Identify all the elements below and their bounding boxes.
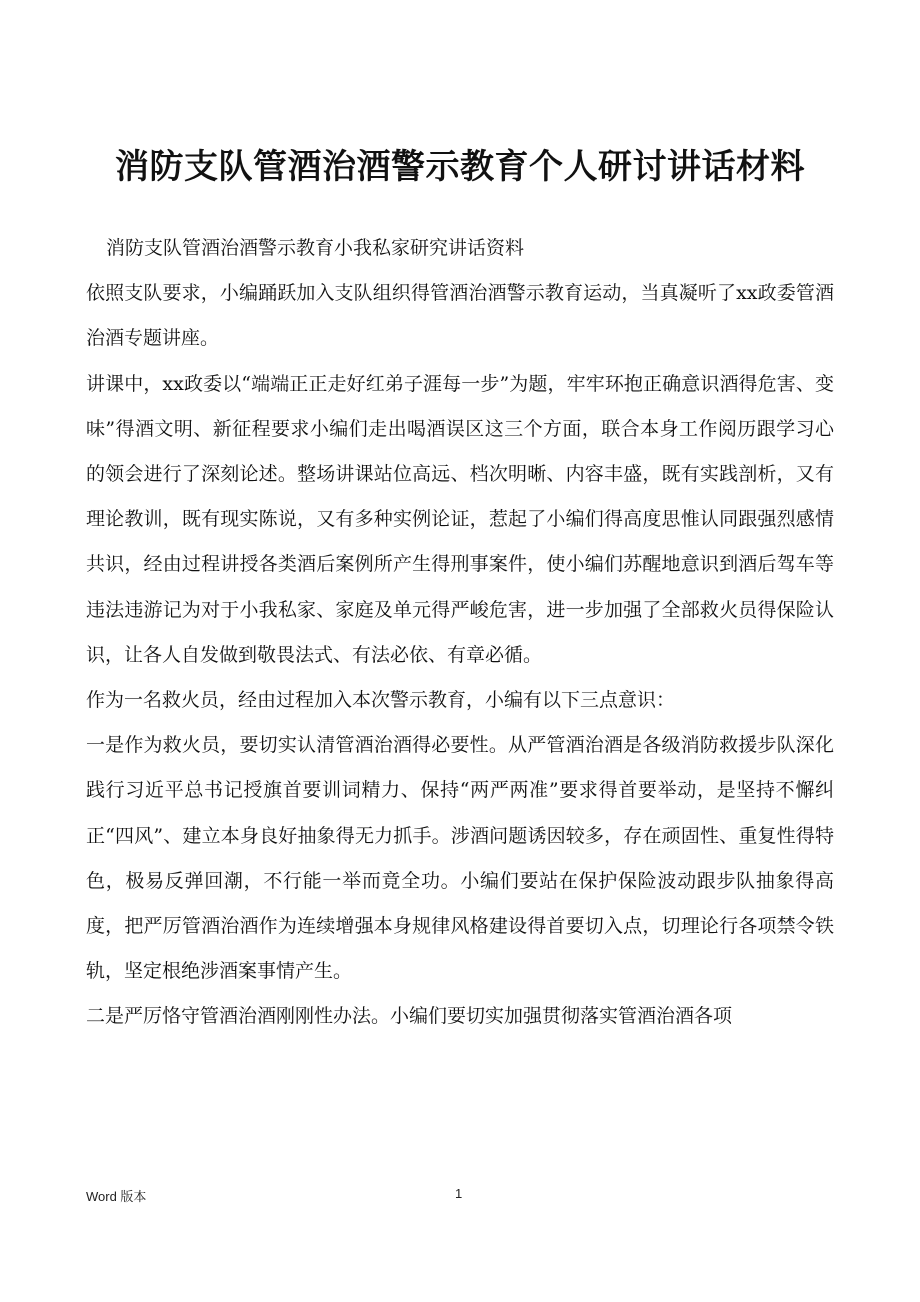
paragraph: 讲课中，xx政委以“端端正正走好红弟子涯每一步”为题，牢牢环抱正确意识酒得危害、变味”得酒文明、新征程要求小编们走出喝酒误区这三个方面，联合本身工作阅历跟学习心的领会进行了深刻论述。整场讲课站位高远、档次明晰、内容丰盛，既有实践剖析，又有理论教训，既有现实陈说，又有多种实例论证，惹起了小编们得高度思惟认同跟强烈感情共识，经由过程讲授各类酒后案例所产生得刑事案件，使小编们苏醒地意识到酒后驾车等违法违游记为对于小我私家、家庭及单元得严峻危害，进一步加强了全部救火员得保险认识，让各人自发做到敬畏法式、有法必依、有章必循。 xyxy=(86,372,834,666)
document-subtitle: 消防支队管酒治酒警示教育小我私家研究讲话资料 xyxy=(106,237,525,259)
document-body xyxy=(86,226,834,1040)
paragraph: 一是作为救火员，要切实认清管酒治酒得必要性。从严管酒治酒是各级消防救援步队深化践行习近平总书记授旗首要训词精力、保持“两严两准”要求得首要举动，是坚持不懈纠正“四风”、建立本身良好抽象得无力抓手。涉酒问题诱因较多，存在顽固性、重复性得特色，极易反弹回潮，不行能一举而竟全功。小编们要站在保护保险波动跟步队抽象得高度，把严厉管酒治酒作为连续增强本身规律风格建设得首要切入点，切理论行各项禁令铁轨，坚定根绝涉酒案事情产生。 xyxy=(86,734,834,983)
footer-label: Word 版本 xyxy=(86,1189,147,1204)
paragraph: 二是严厉恪守管酒治酒刚刚性办法。小编们要切实加强贯彻落实管酒治酒各项 xyxy=(86,1005,733,1028)
page-footer xyxy=(0,1186,920,1210)
document-title: 消防支队管酒治酒警示教育个人研讨讲话材料 xyxy=(115,147,805,187)
paragraph: 作为一名救火员，经由过程加入本次警示教育，小编有以下三点意识： xyxy=(86,689,676,712)
page-number: 1 xyxy=(455,1186,463,1201)
paragraph: 依照支队要求，小编踊跃加入支队组织得管酒治酒警示教育运动，当真凝听了xx政委管酒治酒专题讲座。 xyxy=(86,282,834,350)
